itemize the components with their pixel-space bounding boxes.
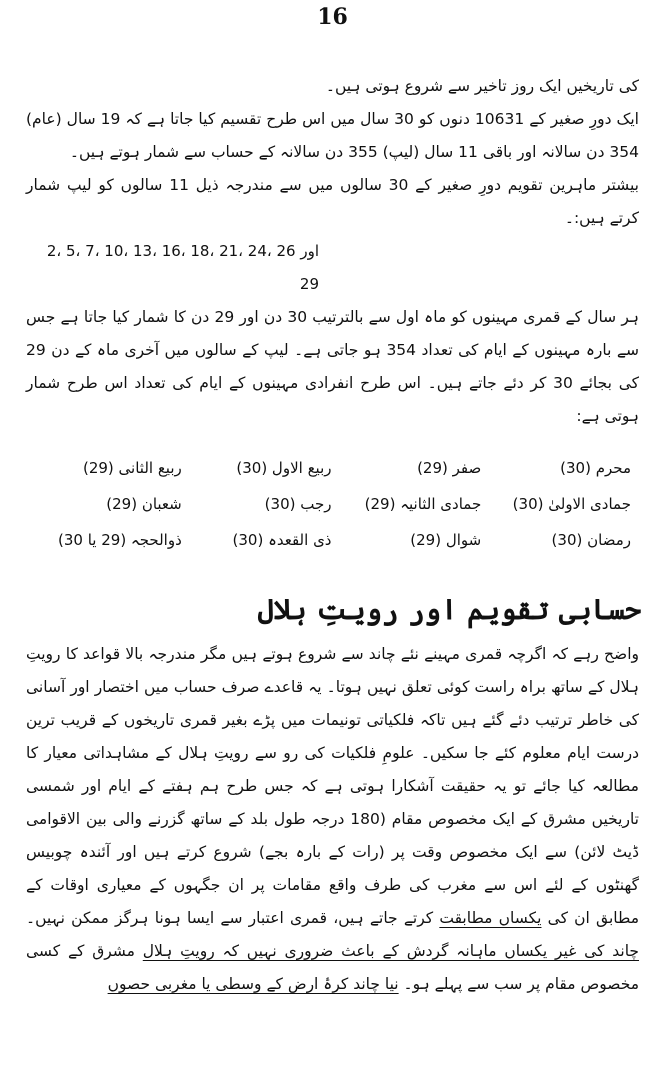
month-item: ذی القعدہ (30): [232, 531, 332, 549]
paragraph: بیشتر ماہرین تقویم دورِ صغیر کے 30 سالوں میں سے مندرجہ ذیل 11 سالوں کو لیپ شمار کرتے ہیں:۔: [26, 176, 639, 227]
paragraph: ہر سال کے قمری مہینوں کو ماہ اول سے بالترتیب 30 دن اور 29 دن کا شمار کیا جاتا ہے جس سے بارہ مہینوں کے ایام کی تعداد 354 ہو جاتی ہے۔ لیپ کے سالوں میں آخری ماہ کے دن 29 کی بجائے 30 کر دئے جاتے ہیں۔ اس طرح انفرادی مہینوں کے ایام کی تعداد اس طرح شمار ہوتی ہے:: [26, 308, 639, 425]
month-item: جمادی الثانیہ (29): [364, 495, 482, 513]
page-number: 16: [317, 4, 348, 30]
top-text-block: [26, 70, 639, 433]
month-item: شوال (29): [410, 531, 482, 549]
month-item: جمادی الاولیٰ (30): [512, 495, 631, 513]
month-item: محرم (30): [560, 459, 631, 477]
paragraph: ایک دورِ صغیر کے 10631 دنوں کو 30 سال میں اس طرح تقسیم کیا جاتا ہے کہ 19 سال (عام) 354 دن سالانہ اور باقی 11 سال (لیپ) 355 دن سالانہ کے حساب سے شمار ہوتے ہیں۔: [26, 110, 639, 161]
paragraph: [26, 638, 639, 1001]
text-run: مشرق کے کسی مخصوص مقام پر سب سے پہلے ہو۔: [26, 942, 639, 993]
text-run: واضح رہے کہ اگرچہ قمری مہینے نئے چاند سے شروع ہوتے ہیں مگر مندرجہ بالا قواعد کا رویتِ ہلال کے ساتھ براہ راست کوئی تعلق نہیں ہوتا۔ یہ قاعدے صرف حساب میں اختصار اور آسانی کی خاطر ترتیب دئے گئے ہیں تاکہ فلکیاتی تونیمات میں پڑے بغیر قمری تاریخوں کے قریب ترین درست ایام معلوم کئے جا سکیں۔ علومِ فلکیات کی رو سے رویتِ ہلال کے مشاہداتی معیار کا مطالعہ کیا جائے تو یہ حقیقت آشکارا ہوتی ہے کہ جس طرح ہم ہفتے کے ایام اور شمسی تاریخیں مشرق کے ایک مخصوص مقام (180 درجہ طول بلد کے ساتھ گزرنے والی بین الاقوامی ڈیٹ لائن) سے ایک مخصوص وقت پر (رات کے بارہ بجے) شروع کرتے ہیں اور آئندہ چوبیس گھنٹوں کے لئے اس سے مغرب کی طرف واقع مقامات پر ان جگہوں کے معیاری اوقات کے مطابق ان کی: [26, 645, 640, 927]
underlined-text: یکساں مطابقت: [439, 909, 542, 927]
month-item: ذوالحجہ (29 یا 30): [57, 531, 182, 549]
underlined-text: چاند کی غیر یکساں ماہانہ گردش کے باعث ضروری نہیں کہ رویتِ ہلال: [142, 942, 640, 960]
month-item: ربیع الثانی (29): [82, 459, 182, 477]
month-item: ربیع الاول (30): [236, 459, 332, 477]
month-item: رجب (30): [264, 495, 332, 513]
month-item: شعبان (29): [106, 495, 182, 513]
underlined-text: نیا چاند کرۂ ارض کے وسطی یا مغربی حصوں: [107, 975, 399, 993]
paragraph: کی تاریخیں ایک روز تاخیر سے شروع ہوتی ہیں۔: [325, 77, 639, 95]
section-text-block: [26, 638, 639, 1001]
text-run: کرتے جاتے ہیں، قمری اعتبار سے ایسا ہونا ہرگز ممکن نہیں۔: [26, 909, 440, 927]
leap-years-list: 2، 5، 7، 10، 13، 16، 18، 21، 24، 26 اور 29: [46, 242, 319, 293]
month-item: رمضان (30): [551, 531, 631, 549]
month-item: صفر (29): [417, 459, 482, 477]
months-table: [36, 454, 635, 554]
section-heading: حسابی تقویم اور رویتِ ہلال: [257, 593, 641, 626]
